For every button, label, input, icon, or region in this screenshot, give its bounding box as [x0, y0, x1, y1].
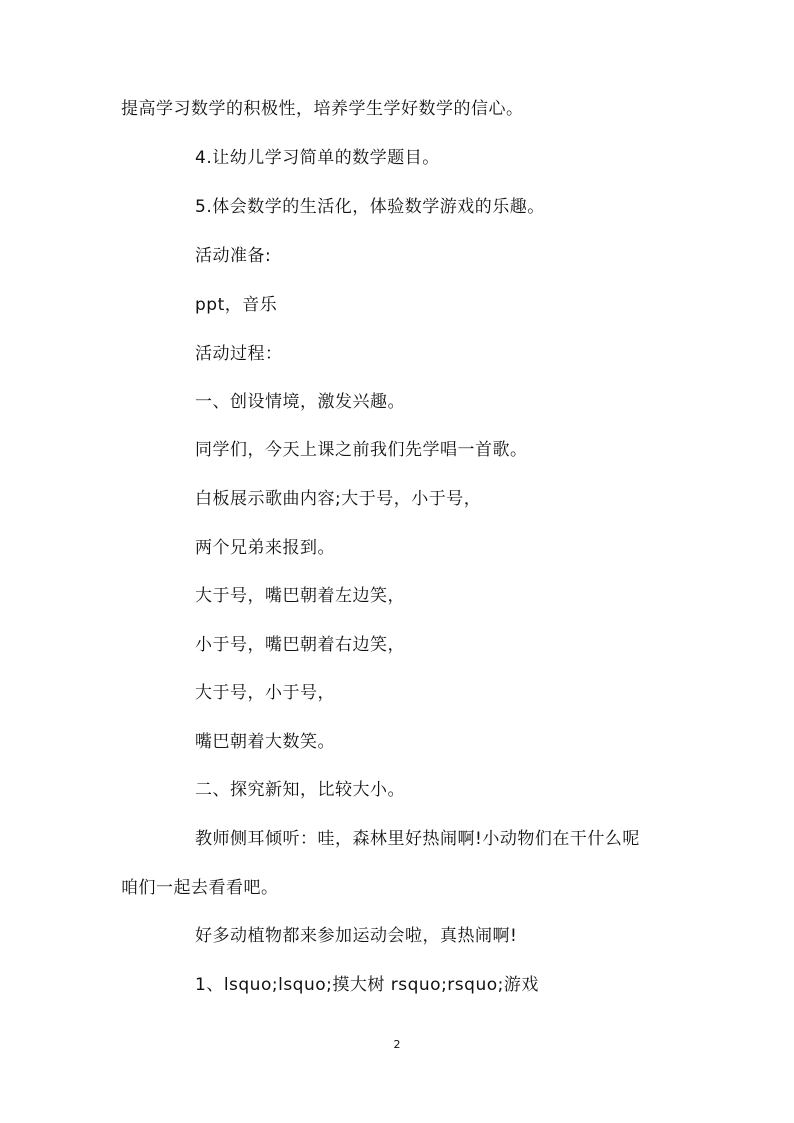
game-item-1: 1、lsquo;lsquo;摸大树 rsquo;rsquo;游戏 [195, 975, 539, 995]
song-line: 两个兄弟来报到。 [195, 538, 335, 558]
body-text-line: 同学们，今天上课之前我们先学唱一首歌。 [195, 440, 528, 460]
body-text-line: 提高学习数学的积极性，培养学生学好数学的信心。 [121, 99, 524, 119]
body-text-line: 教师侧耳倾听：哇，森林里好热闹啊!小动物们在干什么呢 [195, 829, 640, 849]
song-line: 嘴巴朝着大数笑。 [195, 732, 335, 752]
section-heading-process: 活动过程： [195, 344, 283, 364]
page-number: 2 [393, 1038, 401, 1051]
step-heading-1: 一、创设情境，激发兴趣。 [195, 392, 405, 412]
song-line: 大于号，小于号， [195, 683, 335, 703]
step-heading-2: 二、探究新知，比较大小。 [195, 780, 405, 800]
body-text-line: 咱们一起去看看吧。 [121, 878, 279, 898]
list-item-4: 4.让幼儿学习简单的数学题目。 [195, 148, 440, 168]
body-text-line: 白板展示歌曲内容;大于号，小于号， [195, 489, 482, 509]
preparation-materials: ppt，音乐 [195, 295, 278, 315]
body-text-line: 好多动植物都来参加运动会啦，真热闹啊! [195, 926, 518, 946]
list-item-5: 5.体会数学的生活化，体验数学游戏的乐趣。 [195, 197, 545, 217]
song-line: 大于号，嘴巴朝着左边笑， [195, 586, 405, 606]
section-heading-preparation: 活动准备: [195, 246, 272, 266]
song-line: 小于号，嘴巴朝着右边笑， [195, 635, 405, 655]
